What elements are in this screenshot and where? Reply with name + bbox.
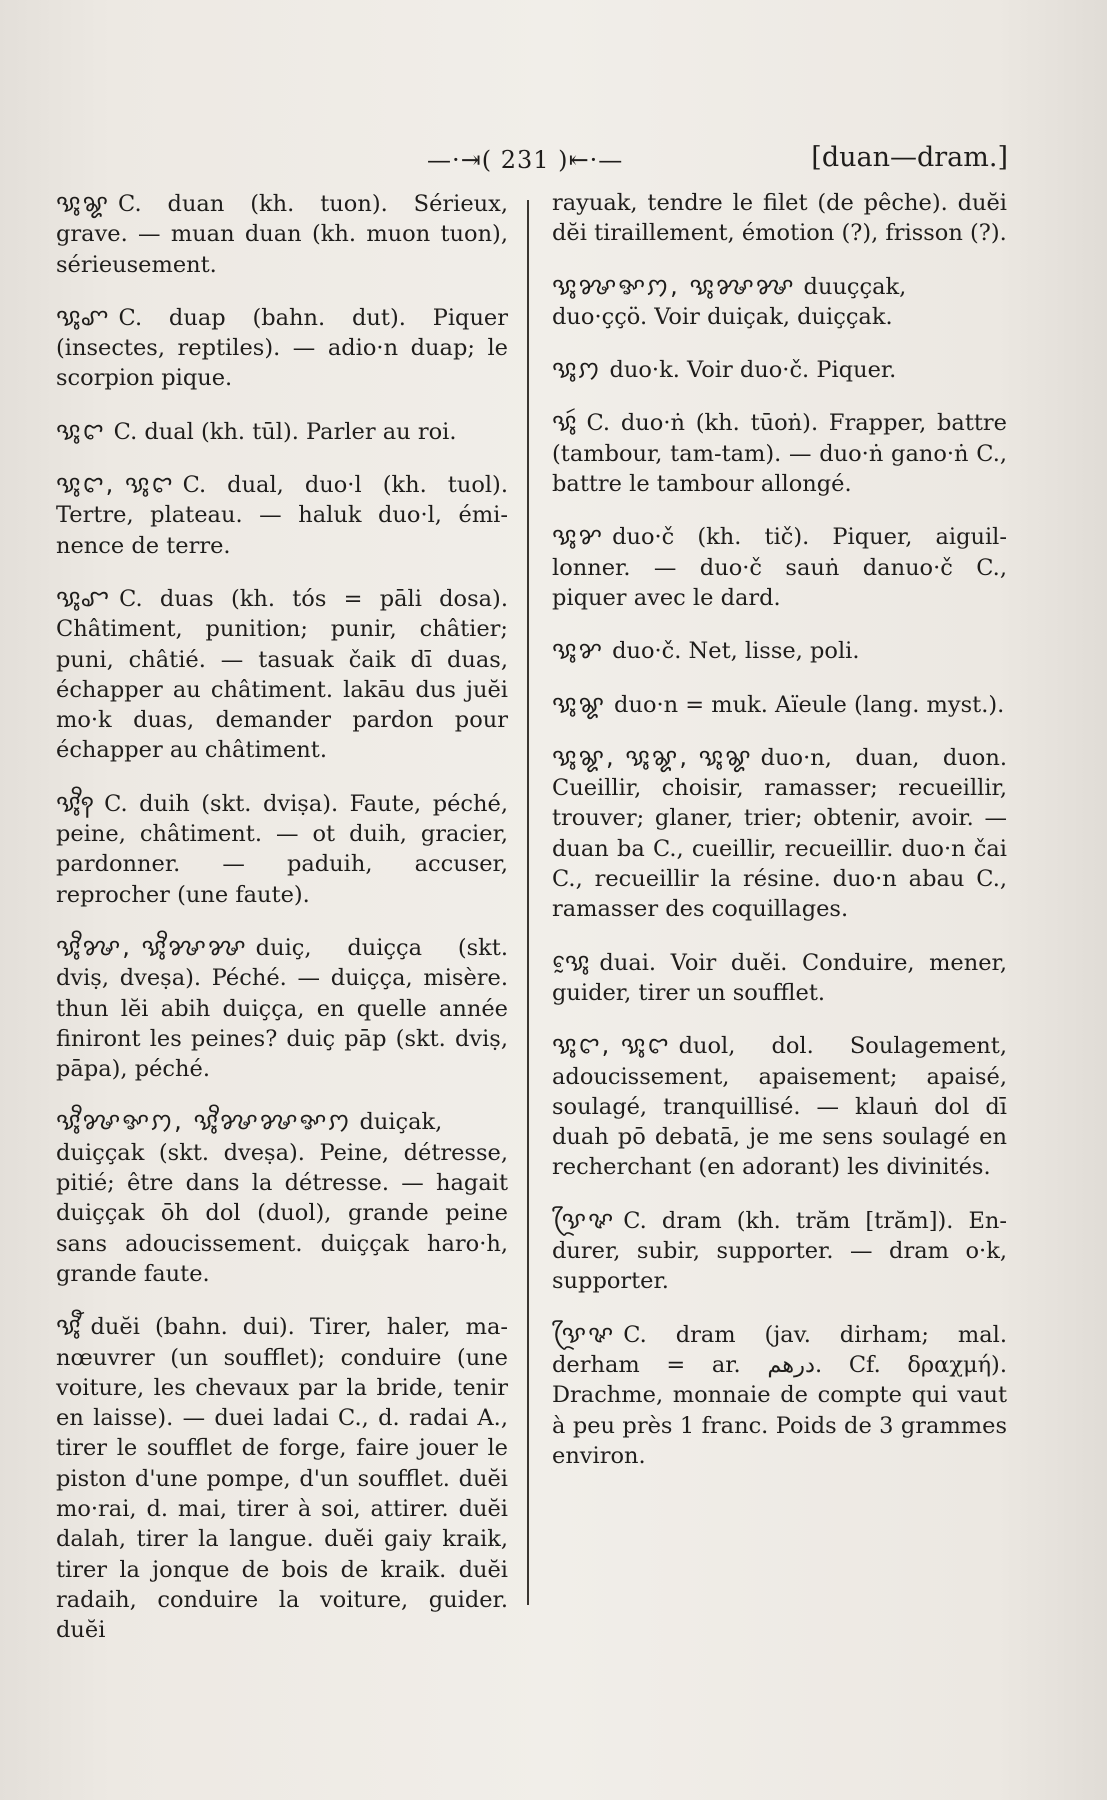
cham-headword-glyph: ꨕꨶꨤ, ꨕꨶꨤ xyxy=(552,1031,671,1060)
entry-text: rayuak, tendre le filet (de pêche). duĕi dĕi tiraillement, émotion (?), frisson (?). xyxy=(552,190,1007,247)
cham-headword-glyph: ꨕꨴꨟ xyxy=(552,1205,616,1234)
cham-headword-glyph: ꨕꨶꨘ, ꨕꨶꨘ, ꨕꨶꨘ xyxy=(552,742,753,771)
entry-text: duuççak, duo·ççö. Voir duiçak, duiççak. xyxy=(552,273,907,330)
dictionary-entry xyxy=(552,742,1007,925)
entry-text: duo·n, duan, duon. Cueillir, choisir, ramasser; recueillir, trouver; glaner, trier; obtenir, avoir. — duan ba C., cueillir, recueillir. duo·n čai C., recueillir la résine. duo·n abau C., ramasser des coquillages. xyxy=(552,744,1007,923)
cham-headword-glyph: ꨕꨶꨤ, ꨕꨶꨤ xyxy=(56,470,175,499)
entry-text: duĕi (bahn. dui). Tirer, haler, manœuvrer (un soufflet); conduire (une voiture, les chevaux par la bride, tenir en laisse). — duei ladai C., d. radai A., tirer le soufflet de forge, faire jouer le piston d'une pompe, d'un soufflet. duĕi mo·rai, d. mai, tirer à soi, attirer. duĕi dalah, tirer la langue. duĕi gaiy kraik, tirer la jonque de bois de kraik. duĕi radaih, conduire la voiture, guider. duĕi xyxy=(56,1314,508,1644)
entry-text: C. dram (jav. dirham; mal. derham = ar. درهم. Cf. δραχμή). Drachme, monnaie de compte qui vaut à peu près 1 franc. Poids de 3 grammes environ. xyxy=(552,1321,1007,1469)
entry-text: C. dram (kh. trăm [trăm]). Endurer, subir, supporter. — dram o·k, supporter. xyxy=(552,1207,1007,1295)
cham-headword-glyph: ꨕꨶꨘ xyxy=(56,189,111,217)
cham-headword-glyph: ꨕꨶꨪꨍ, ꨕꨶꨪꨍꨍ xyxy=(56,932,248,961)
dictionary-entry xyxy=(56,1311,508,1645)
dictionary-entry xyxy=(56,416,508,447)
entry-text: duo·k. Voir duo·č. Piquer. xyxy=(609,357,897,384)
cham-headword-glyph: ꨕꨶꨌ xyxy=(552,636,605,665)
entry-text: duiç, duiçça (skt. dviṣ, dveṣa). Péché. — duiçça, misère. thun lĕi abih duiçça, en quelle année finiront les peines? duiç pāp (skt. dviṣ, pāpa), péché. xyxy=(56,934,508,1083)
running-head: [duan—dram.] xyxy=(811,142,1008,173)
cham-headword-glyph: ꨕꨶꨰ xyxy=(552,947,592,976)
cham-headword-glyph: ꨕꨶꨌ xyxy=(552,522,605,551)
dictionary-entry xyxy=(552,407,1007,499)
entry-text: duiçak, duiççak (skt. dveṣa). Peine, détresse, pitié; être dans la détresse. — hagait duiççak ōh dol (duol), grande peine sans adoucissement. duiççak haro·h, grande faute. xyxy=(56,1109,508,1287)
dictionary-entry-continuation xyxy=(552,188,1007,249)
entry-text: duo·n = muk. Aïeule (lang. myst.). xyxy=(614,691,1005,718)
cham-headword-glyph: ꨕꨴꨟ xyxy=(552,1319,616,1348)
entry-text: C. dual (kh. tūl). Parler au roi. xyxy=(113,418,457,445)
dictionary-entry xyxy=(56,932,508,1084)
dictionary-entry xyxy=(552,1030,1007,1182)
dictionary-entry xyxy=(552,354,1007,385)
dictionary-entry xyxy=(552,1319,1007,1471)
page-number: —·⇥( 231 )⇤·— xyxy=(427,146,624,174)
cham-headword-glyph: ꨕꨶꨍꨀꩀ, ꨕꨶꨍꨍ xyxy=(552,271,796,300)
dictionary-entry xyxy=(552,271,1007,333)
cham-headword-glyph: ꨕꨶꨧ xyxy=(56,583,112,612)
cham-headword-glyph: ꨕꨶꨪꩍ xyxy=(56,788,97,817)
entry-text: C. duan (kh. tuon). Sérieux, grave. — muan duan (kh. muon tuon), sérieusement. xyxy=(56,191,508,278)
dictionary-entry xyxy=(552,947,1007,1009)
column-divider xyxy=(527,200,529,1605)
entry-text: C. duo·ṅ (kh. tūoṅ). Frapper, battre (tambour, tam-tam). — duo·ṅ gano·ṅ C., battre le tambour allongé. xyxy=(552,410,1007,498)
cham-headword-glyph: ꨕꨶꨘ xyxy=(552,689,607,718)
cham-headword-glyph: ꨕꨶꨚ xyxy=(56,302,111,331)
cham-headword-glyph: ꨕꨶꨤ xyxy=(56,416,106,445)
dictionary-entry xyxy=(552,689,1007,720)
entry-text: C. duih (skt. dviṣa). Faute, péché, peine, châtiment. — ot duih, gracier, pardonner. — paduih, accuser, reprocher (une faute). xyxy=(56,790,508,908)
dictionary-entry xyxy=(56,302,508,394)
left-column xyxy=(56,188,508,1667)
dictionary-entry xyxy=(56,188,508,280)
dictionary-entry xyxy=(56,469,508,561)
entry-text: C. duap (bahn. dut). Piquer (insectes, reptiles). — adio·n duap; le scorpion pique. xyxy=(56,304,508,392)
entry-text: duai. Voir duĕi. Conduire, mener, guider, tirer un soufflet. xyxy=(552,949,1007,1006)
dictionary-entry xyxy=(56,1106,508,1289)
cham-headword-glyph: ꨕꨶꨪꨍꨀꩀ, ꨕꨶꨪꨍꨍꨀꩀ xyxy=(56,1107,352,1136)
right-column xyxy=(552,188,1007,1493)
dictionary-entry xyxy=(56,583,508,766)
page-header xyxy=(0,140,1107,180)
entry-text: duol, dol. Soulagement, adoucissement, apaisement; apaisé, soulagé, tranquillisé. — klauṅ dol dī duah pō debatā, je me sens soulagé en recherchant (en adorant) les divinités. xyxy=(552,1033,1007,1181)
cham-headword-glyph: ꨕꨶꩀ xyxy=(552,355,602,384)
entry-text: duo·č. Net, lisse, poli. xyxy=(612,638,860,665)
dictionary-entry xyxy=(552,521,1007,613)
cham-headword-glyph: ꨕꨶꨬ xyxy=(56,1312,83,1341)
dictionary-entry xyxy=(552,1205,1007,1297)
dictionary-entry xyxy=(56,788,508,910)
entry-text: C. dual, duo·l (kh. tuol). Tertre, plateau. — haluk duo·l, éminence de terre. xyxy=(56,472,508,559)
entry-text: duo·č (kh. tič). Piquer, aiguillonner. — duo·č sauṅ danuo·č C., piquer avec le dard. xyxy=(552,524,1007,611)
dictionary-entry xyxy=(552,635,1007,666)
cham-headword-glyph: ꨕꨶꩃ xyxy=(552,408,579,437)
entry-text: C. duas (kh. tós = pāli dosa). Châtiment, punition; punir, châtier; puni, châtié. — tasuak čaik dī duas, échapper au châtiment. lakāu dus juĕi mo·k duas, demander pardon pour échapper au châtiment. xyxy=(56,585,508,764)
